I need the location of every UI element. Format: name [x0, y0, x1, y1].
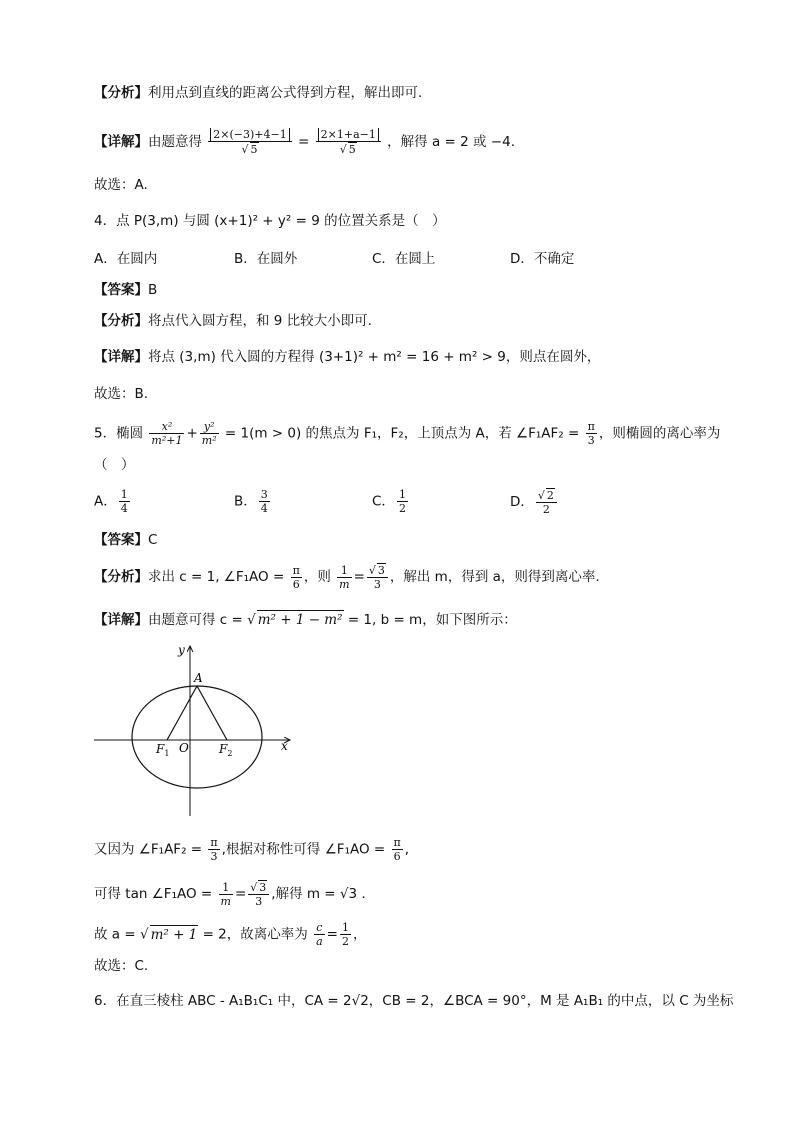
q4-answer-line: 【答案】B [94, 282, 158, 298]
q3-conclusion: 故选：A. [94, 177, 148, 193]
label-f1: $F_1$ [156, 742, 170, 758]
q3-fraction-1: $\frac{2\times(-3)+4-1}{√ 5}$ [208, 128, 291, 156]
q5-option-a: A． $\frac{1}{4}$ [94, 488, 128, 515]
detail-tag: 【详解】 [94, 134, 148, 150]
q5-analysis-line: 【分析】求出 c = 1, ∠F₁AO = $\frac{\pi}{6}$ ，则 $\frac{1}{m}$ = $\frac{√ 3}{3}$ ，解出 m，得到 a，则得到离心率. [94, 563, 600, 591]
q3-detail-suffix: ，解得 a = 2 或 −4. [387, 134, 515, 150]
label-f2: $F_2$ [219, 742, 233, 758]
q4-conclusion: 故选：B. [94, 386, 149, 402]
q4-detail-text: 将点 (3,m) 代入圆的方程得 (3+1)² + m² = 16 + m² > 9，则点在圆外， [148, 349, 601, 365]
q3-analysis-text: 利用点到直线的距离公式得到方程，解出即可. [148, 85, 423, 101]
q4-option-c: C．在圆上 [372, 251, 436, 267]
q5-line1: 又因为 ∠F₁AF₂ = $\frac{\pi}{3}$ ,根据对称性可得 ∠F₁AO = $\frac{\pi}{6}$ , [94, 836, 410, 863]
analysis-tag: 【分析】 [94, 85, 148, 101]
q5-frac-x: $\frac{\text{x²}}{\text{m²+1}}$ [151, 420, 183, 447]
q3-fraction-2: $\frac{2\times 1+a-1}{√ 5}$ [316, 128, 381, 156]
q4-option-d: D．不确定 [510, 251, 575, 267]
q5-option-c: C． $\frac{1}{2}$ [372, 488, 406, 515]
q6-stem: 6．在直三棱柱 ABC - A₁B₁C₁ 中，CA = 2√2，CB = 2，∠BCA = 90°，M 是 A₁B₁ 的中点，以 C 为坐标 [94, 993, 734, 1009]
label-x: x [281, 739, 288, 753]
ellipse-figure [92, 640, 302, 820]
segment-af1 [167, 686, 197, 740]
q5-answer-line: 【答案】C [94, 532, 158, 548]
q5-frac-y: $\frac{\text{y²}}{\text{m²}}$ [201, 420, 217, 447]
q5-paren: （ ） [94, 457, 135, 473]
q5-detail-line: 【详解】由题意可得 c = √ m² + 1 − m² = 1, b = m，如下图所示： [94, 612, 517, 628]
label-a: A [194, 671, 203, 685]
label-y: y [178, 643, 185, 657]
q4-analysis-text: 将点代入圆方程，和 9 比较大小即可. [148, 313, 372, 329]
q3-detail-line: 【详解】由题意得 $\frac{2\times(-3)+4-1}{√ 5}$ = $\frac{2\times 1+a-1}{√ 5}$ ，解得 a = 2 或 −4. [94, 128, 515, 156]
q4-detail-line: 【详解】将点 (3,m) 代入圆的方程得 (3+1)² + m² = 16 + m² > 9，则点在圆外， [94, 349, 601, 365]
q5-line3: 故 a = √ m² + 1 = 2，故离心率为 $\frac{c}{a}$ = $\frac{1}{2}$ ， [94, 921, 367, 948]
q5-stem-line: 5．椭圆 $\frac{\text{x²}}{\text{m²+1}}$ + $\frac{\text{y²}}{\text{m²}}$ = 1(m > 0) 的焦点为 F₁，F₂，上顶点为 A，若 ∠F₁AF₂ = $\frac{\pi}{3}$ ，则椭圆的离心率为 [94, 420, 721, 447]
label-o: O [179, 741, 189, 755]
q4-option-b: B．在圆外 [234, 251, 298, 267]
q3-detail-prefix: 由题意得 [148, 134, 202, 150]
segment-af2 [197, 686, 227, 740]
q5-option-d: D． $\frac{√ 2}{2}$ [510, 488, 559, 516]
q5-line2: 可得 tan ∠F₁AO = $\frac{1}{m}$ = $\frac{√ 3}{3}$ ,解得 m = √3 . [94, 880, 366, 908]
q3-analysis-line [94, 84, 422, 102]
q4-option-a: A．在圆内 [94, 251, 158, 267]
q4-stem: 4．点 P(3,m) 与圆 (x+1)² + y² = 9 的位置关系是（ ） [94, 213, 446, 229]
q4-answer: B [148, 282, 158, 298]
q5-conclusion: 故选：C. [94, 958, 149, 974]
q5-option-b: B． $\frac{3}{4}$ [234, 488, 268, 515]
ellipse-curve [132, 686, 262, 788]
q5-answer: C [148, 532, 158, 548]
q4-analysis-line: 【分析】将点代入圆方程，和 9 比较大小即可. [94, 313, 372, 329]
q5-frac-pi3: $\frac{\pi}{3}$ [587, 420, 595, 447]
